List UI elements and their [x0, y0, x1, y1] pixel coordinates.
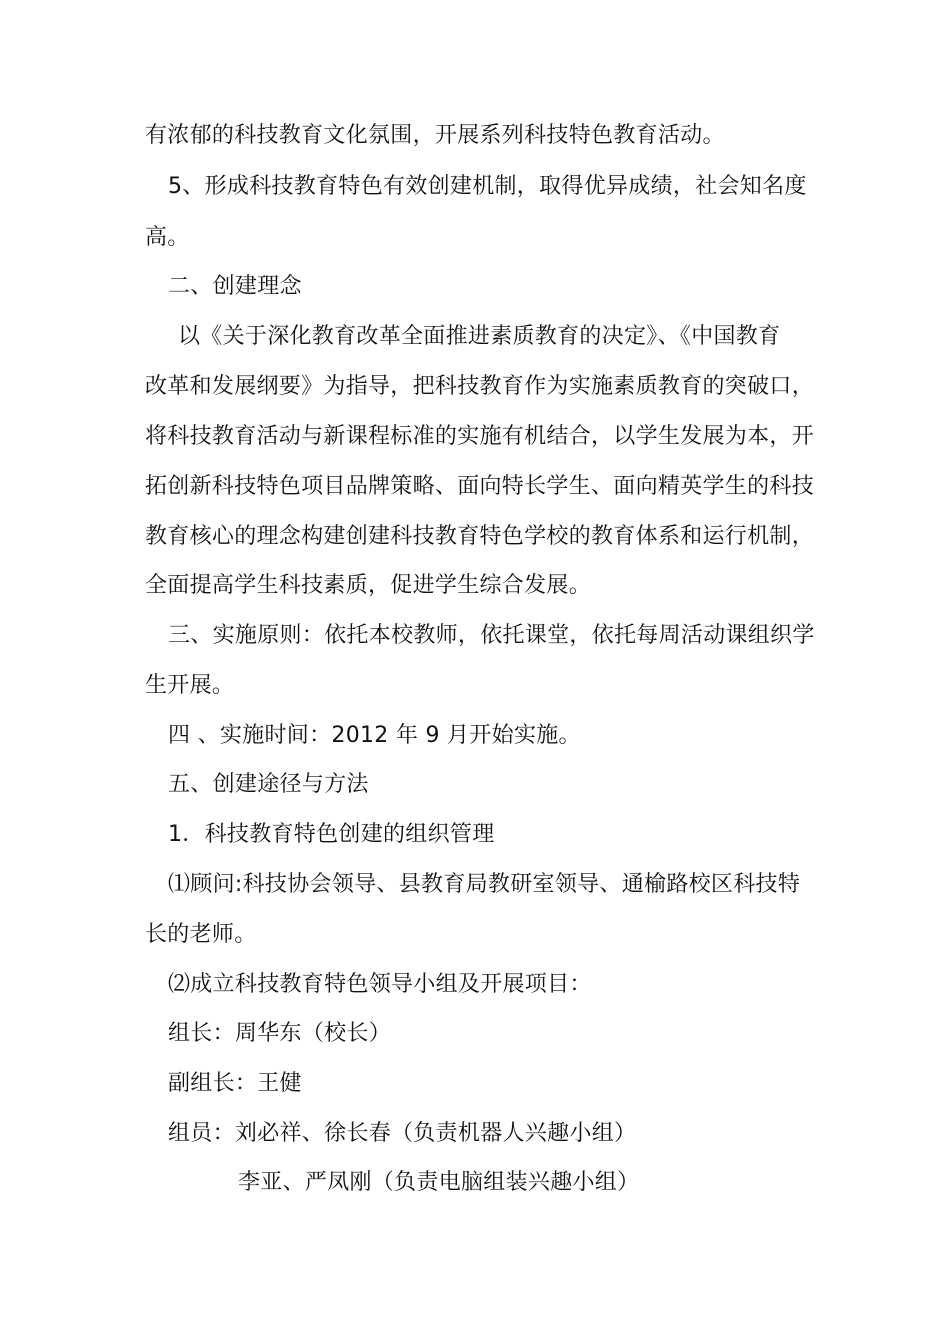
section-heading-5: 五、创建途径与方法	[168, 772, 369, 797]
list-item-1: ⑴顾问:科技协会领导、县教育局教研室领导、通榆路校区科技特	[168, 872, 801, 897]
section-heading-2: 二、创建理念	[168, 274, 302, 299]
members-line: 组员：刘必祥、徐长春（负责机器人兴趣小组）	[168, 1121, 637, 1146]
paragraph-line: 教育核心的理念构建创建科技教育特色学校的教育体系和运行机制，	[145, 524, 815, 549]
paragraph-line: 将科技教育活动与新课程标准的实施有机结合，以学生发展为本，开	[145, 424, 815, 449]
paragraph-line: 改革和发展纲要》为指导，把科技教育作为实施素质教育的突破口，	[145, 374, 815, 399]
paragraph-line: 以《关于深化教育改革全面推进素质教育的决定》、《中国教育	[178, 324, 781, 349]
paragraph-line: 全面提高学生科技素质，促进学生综合发展。	[145, 573, 592, 598]
paragraph-line: 高。	[145, 225, 190, 250]
section-heading-3: 三、实施原则：依托本校教师，依托课堂，依托每周活动课组织学	[168, 623, 815, 648]
paragraph-line: 拓创新科技特色项目品牌策略、面向特长学生、面向精英学生的科技	[145, 474, 815, 499]
members-line-continued: 李亚、严凤刚（负责电脑组装兴趣小组）	[238, 1170, 640, 1195]
section-heading-4: 四 、实施时间：2012 年 9 月开始实施。	[168, 723, 581, 748]
paragraph-line: 有浓郁的科技教育文化氛围，开展系列科技特色教育活动。	[145, 123, 725, 148]
group-leader-line: 组长：周华东（校长）	[168, 1021, 392, 1046]
vice-leader-line: 副组长：王健	[168, 1071, 302, 1096]
subsection-heading-1: 1．科技教育特色创建的组织管理	[168, 822, 495, 847]
list-item-5: 5、形成科技教育特色有效创建机制，取得优异成绩，社会知名度	[168, 174, 807, 199]
list-item-2: ⑵成立科技教育特色领导小组及开展项目：	[168, 972, 592, 997]
paragraph-line: 长的老师。	[145, 922, 257, 947]
paragraph-line: 生开展。	[145, 673, 235, 698]
